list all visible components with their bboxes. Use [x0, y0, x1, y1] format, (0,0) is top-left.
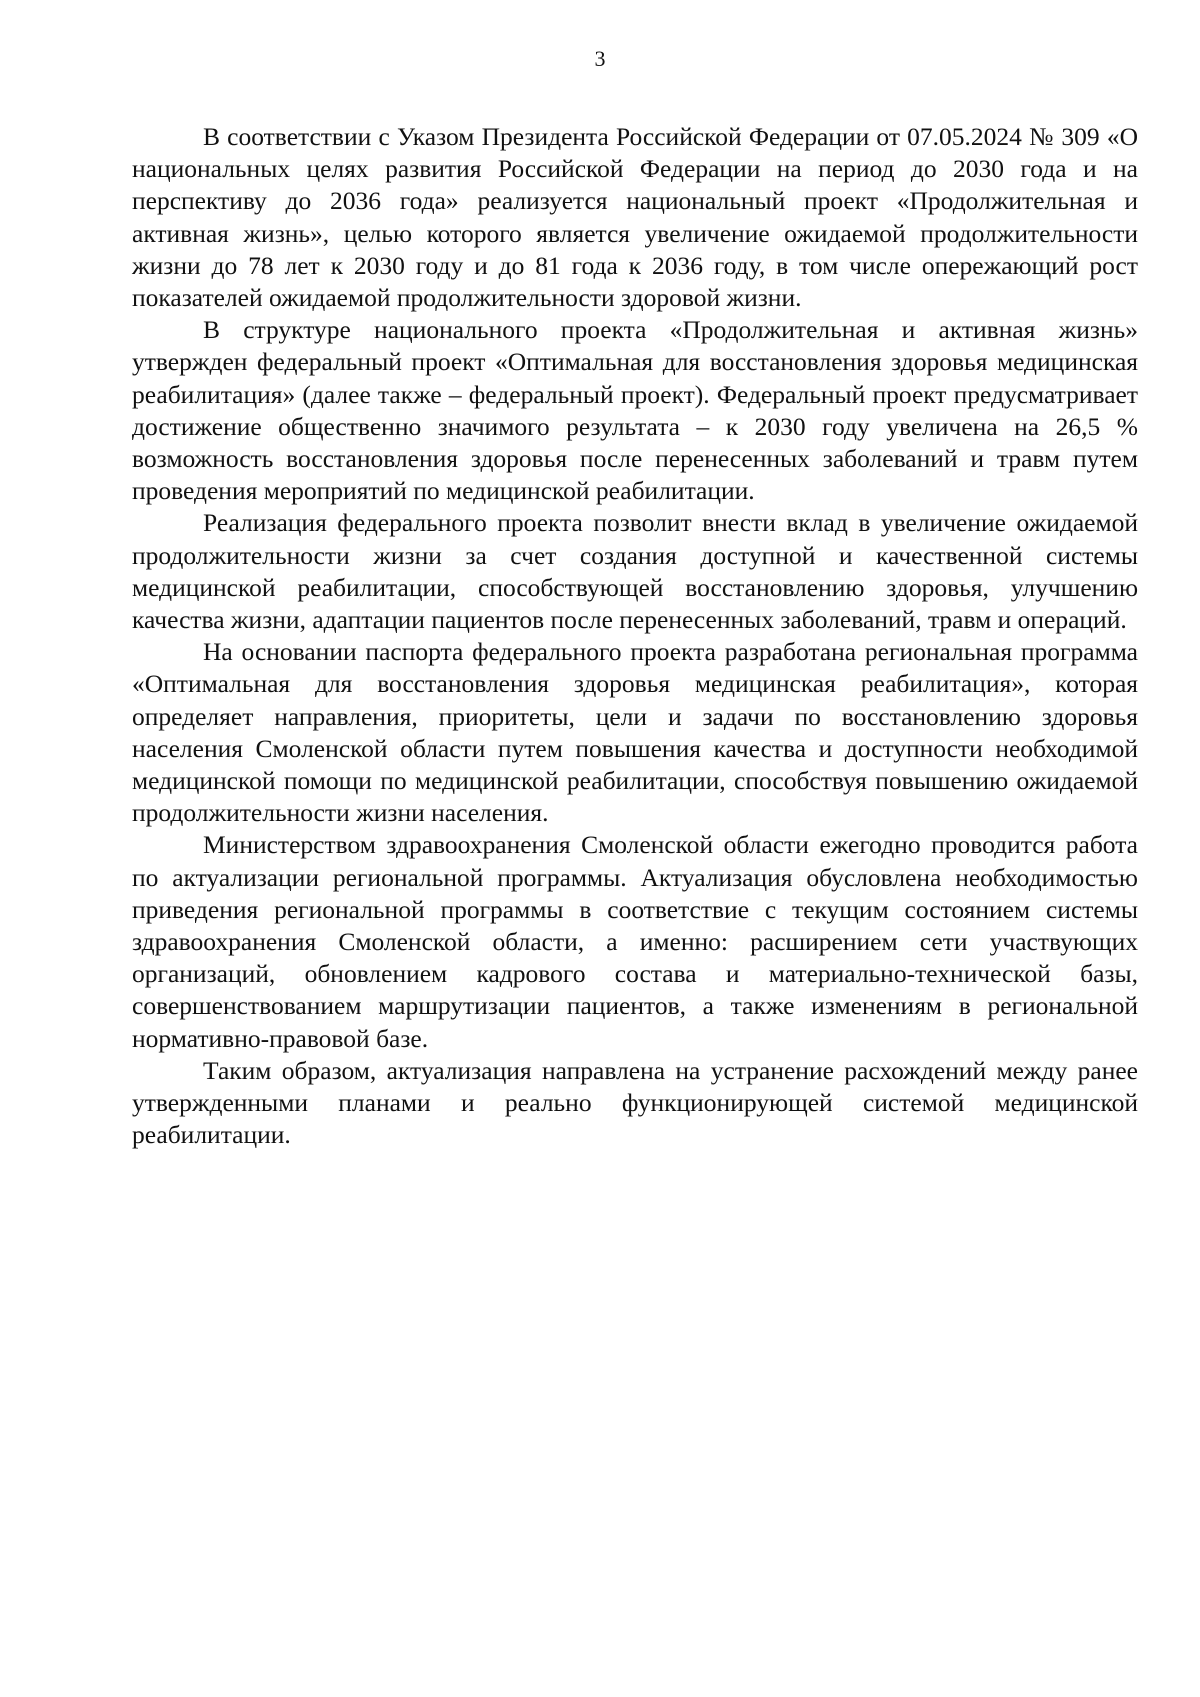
paragraph-implementation: Реализация федерального проекта позволит внести вклад в увеличение ожидаемой продолжительности жизни за счет создания доступной и качественной системы медицинской реабилитации, способствующей восстановлению здоровья, улучшению качества жизни, адаптации пациентов после перенесенных заболеваний, травм и операций.	[132, 508, 1138, 635]
paragraph-national-goals: В соответствии с Указом Президента Российской Федерации от 07.05.2024 № 309 «О национальных целях развития Российской Федерации на период до 2030 года и на перспективу до 2036 года» реализуется национальный проект «Продолжительная и активная жизнь», целью которого является увеличение ожидаемой продолжительности жизни до 78 лет к 2030 году и до 81 года к 2036 году, в том числе опережающий рост показателей ожидаемой продолжительности здоровой жизни.	[132, 122, 1138, 313]
paragraph-federal-project: В структуре национального проекта «Продолжительная и активная жизнь» утвержден федеральный проект «Оптимальная для восстановления здоровья медицинская реабилитация» (далее также – федеральный проект). Федеральный проект предусматривает достижение общественно значимого результата – к 2030 году увеличена на 26,5 % возможность восстановления здоровья после перенесенных заболеваний и травм путем проведения мероприятий по медицинской реабилитации.	[132, 315, 1138, 506]
page-number: 3	[594, 46, 606, 71]
paragraph-conclusion: Таким образом, актуализация направлена на устранение расхождений между ранее утвержденными планами и реально функционирующей системой медицинской реабилитации.	[132, 1055, 1138, 1150]
paragraph-regional-program: На основании паспорта федерального проекта разработана региональная программа «Оптимальная для восстановления здоровья медицинская реабилитация», которая определяет направления, приоритеты, цели и задачи по восстановлению здоровья населения Смоленской области путем повышения качества и доступности необходимой медицинской помощи по медицинской реабилитации, способствуя повышению ожидаемой продолжительности жизни населения.	[132, 637, 1138, 828]
document-body	[132, 121, 1138, 1152]
paragraph-actualization: Министерством здравоохранения Смоленской области ежегодно проводится работа по актуализации региональной программы. Актуализация обусловлена необходимостью приведения региональной программы в соответствие с текущим состоянием системы здравоохранения Смоленской области, а именно: расширением сети участвующих организаций, обновлением кадрового состава и материально-технической базы, совершенствованием маршрутизации пациентов, а также изменениям в региональной нормативно-правовой базе.	[132, 830, 1138, 1053]
